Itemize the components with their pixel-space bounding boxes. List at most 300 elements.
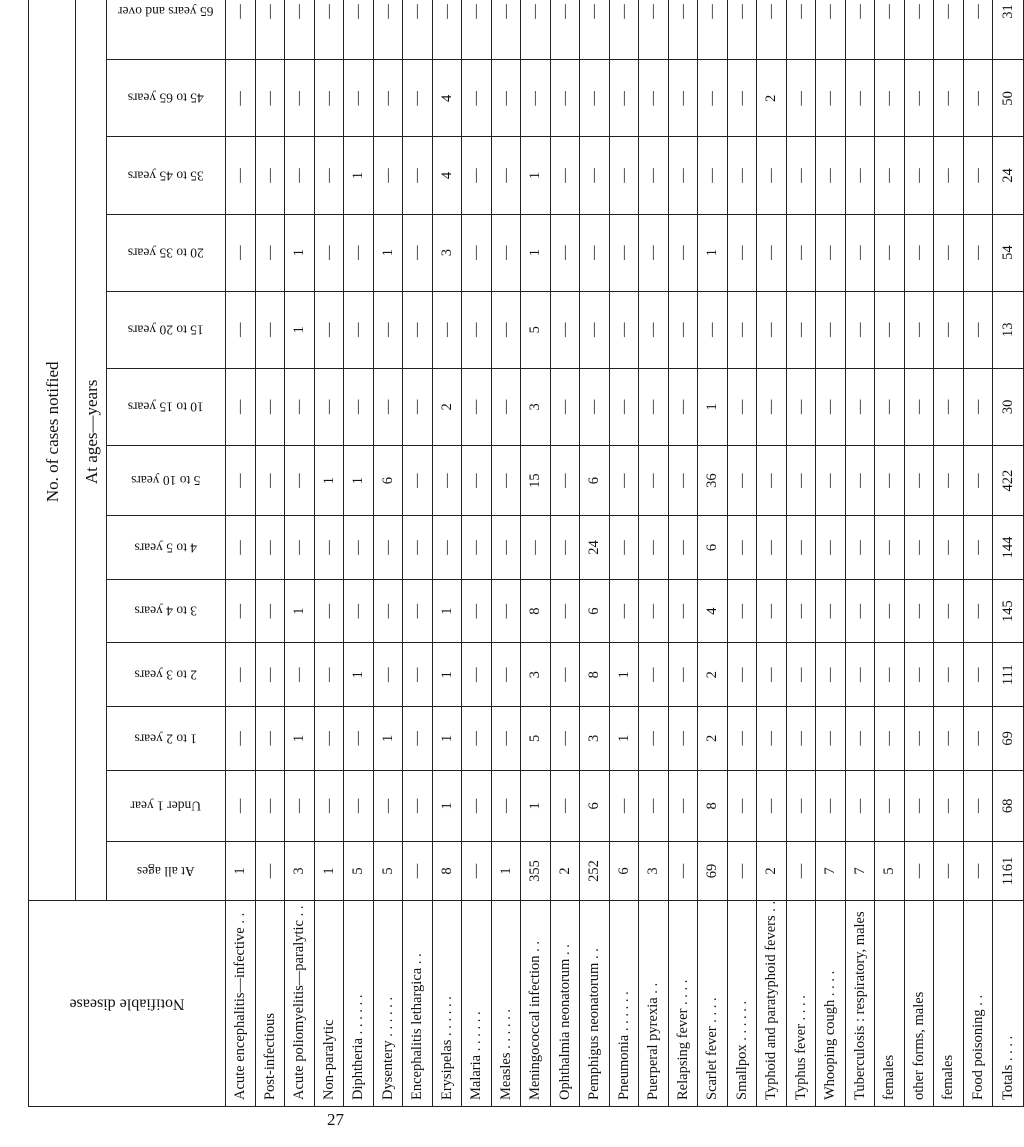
disease-name: Dysentery . . . . . . <box>373 900 403 1106</box>
table-cell: 6 <box>609 842 639 901</box>
table-row <box>344 0 374 1107</box>
table-cell: — <box>845 445 875 515</box>
table-cell: — <box>727 214 757 291</box>
table-cell: — <box>757 516 787 580</box>
table-cell: — <box>816 368 846 445</box>
table-cell: — <box>786 60 816 137</box>
notifiable-disease-header: Notifiable disease <box>29 900 226 1106</box>
table-cell: 6 <box>580 579 610 643</box>
table-body <box>226 0 1024 1107</box>
table-cell: 7 <box>845 842 875 901</box>
table-cell: — <box>462 579 492 643</box>
table-cell: — <box>639 137 669 214</box>
table-cell: — <box>668 579 698 643</box>
table-cell: — <box>550 137 580 214</box>
disease-name: Whooping cough . . . . <box>816 900 846 1106</box>
table-cell: — <box>845 137 875 214</box>
table-row <box>550 0 580 1107</box>
table-cell: — <box>255 707 285 771</box>
table-cell: — <box>875 368 905 445</box>
table-cell: — <box>786 291 816 368</box>
table-cell: — <box>403 368 433 445</box>
table-cell: — <box>786 214 816 291</box>
table-cell: — <box>757 770 787 841</box>
table-cell: — <box>727 842 757 901</box>
table-cell: — <box>727 643 757 707</box>
disease-name: Acute encephalitis—infective . . <box>226 900 256 1106</box>
table-cell: — <box>668 842 698 901</box>
table-cell: — <box>845 579 875 643</box>
table-cell: — <box>639 770 669 841</box>
disease-name: Malaria . . . . . . <box>462 900 492 1106</box>
table-cell: 3 <box>432 214 462 291</box>
table-cell: — <box>668 368 698 445</box>
table-cell: — <box>491 214 521 291</box>
table-cell: — <box>845 707 875 771</box>
table-cell: — <box>757 137 787 214</box>
table-cell: — <box>491 707 521 771</box>
table-cell: — <box>639 445 669 515</box>
table-row <box>491 0 521 1107</box>
disease-name: Acute poliomyelitis—paralytic . . <box>285 900 315 1106</box>
column-header: 5 to 10 years <box>107 445 226 515</box>
table-cell: — <box>934 214 964 291</box>
table-cell: — <box>344 516 374 580</box>
table-cell: — <box>462 445 492 515</box>
table-cell: — <box>668 0 698 60</box>
table-cell: — <box>816 60 846 137</box>
table-cell: — <box>609 368 639 445</box>
table-cell: — <box>285 60 315 137</box>
column-header: 10 to 15 years <box>107 368 226 445</box>
table-cell: — <box>255 770 285 841</box>
table-cell: 1 <box>609 707 639 771</box>
table-cell: 3 <box>285 842 315 901</box>
disease-name: Diphtheria . . . . . . <box>344 900 374 1106</box>
table-cell: — <box>462 0 492 60</box>
table-cell: — <box>403 770 433 841</box>
table-cell: — <box>255 579 285 643</box>
totals-cell: 24 <box>993 137 1024 214</box>
totals-cell: 31 <box>993 0 1024 60</box>
table-cell: — <box>609 0 639 60</box>
table-cell: 2 <box>757 60 787 137</box>
table-cell: — <box>757 445 787 515</box>
table-cell: — <box>462 842 492 901</box>
table-cell: — <box>550 60 580 137</box>
table-cell: 3 <box>580 707 610 771</box>
table-cell: — <box>845 368 875 445</box>
table-row <box>875 0 905 1107</box>
table-row <box>904 0 934 1107</box>
table-cell: — <box>550 445 580 515</box>
table-cell: — <box>845 60 875 137</box>
table-cell: 7 <box>816 842 846 901</box>
table-cell: — <box>255 368 285 445</box>
table-cell: — <box>226 516 256 580</box>
table-cell: — <box>963 445 993 515</box>
table-cell: — <box>550 214 580 291</box>
table-cell: 3 <box>639 842 669 901</box>
table-cell: — <box>373 291 403 368</box>
table-cell: — <box>904 214 934 291</box>
table-cell: — <box>757 0 787 60</box>
table-cell: — <box>816 137 846 214</box>
table-cell: — <box>550 0 580 60</box>
column-header: 3 to 4 years <box>107 579 226 643</box>
table-cell: — <box>904 445 934 515</box>
totals-cell: 30 <box>993 368 1024 445</box>
table-cell: — <box>875 445 905 515</box>
table-cell: — <box>904 707 934 771</box>
table-cell: — <box>668 516 698 580</box>
table-cell: — <box>344 770 374 841</box>
table-cell: — <box>963 579 993 643</box>
table-cell: — <box>639 579 669 643</box>
totals-cell: 422 <box>993 445 1024 515</box>
table-cell: — <box>491 770 521 841</box>
table-row <box>403 0 433 1107</box>
table-cell: — <box>934 445 964 515</box>
disease-name: Food poisoning . . <box>963 900 993 1106</box>
table-cell: — <box>904 0 934 60</box>
totals-label: Totals . . . . <box>993 900 1024 1106</box>
table-cell: — <box>845 516 875 580</box>
table-cell: 1 <box>314 445 344 515</box>
table-row <box>757 0 787 1107</box>
table-cell: — <box>875 0 905 60</box>
table-cell: — <box>314 368 344 445</box>
table-cell: — <box>816 445 846 515</box>
table-cell: — <box>845 770 875 841</box>
table-cell: — <box>963 368 993 445</box>
table-cell: — <box>462 643 492 707</box>
table-cell: — <box>727 0 757 60</box>
table-cell: — <box>580 137 610 214</box>
table-cell: — <box>934 643 964 707</box>
table-cell: — <box>462 291 492 368</box>
table-cell: — <box>432 516 462 580</box>
table-cell: — <box>963 60 993 137</box>
table-cell: 5 <box>875 842 905 901</box>
table-row <box>786 0 816 1107</box>
disease-name: Pneumonia . . . . . . <box>609 900 639 1106</box>
table-cell: — <box>757 643 787 707</box>
table-cell: — <box>255 291 285 368</box>
table-cell: — <box>609 516 639 580</box>
table-cell: — <box>963 0 993 60</box>
table-cell: — <box>403 445 433 515</box>
table-cell: — <box>314 516 344 580</box>
table-cell: 252 <box>580 842 610 901</box>
table-cell: 3 <box>521 368 551 445</box>
table-cell: — <box>963 770 993 841</box>
table-cell: 3 <box>521 643 551 707</box>
table-cell: — <box>875 643 905 707</box>
table-cell: — <box>904 579 934 643</box>
table-cell: — <box>609 60 639 137</box>
table-cell: — <box>344 0 374 60</box>
table-cell: — <box>934 137 964 214</box>
table-cell: — <box>255 137 285 214</box>
table-cell: — <box>786 770 816 841</box>
table-row <box>521 0 551 1107</box>
page-number: 27 <box>327 1110 344 1129</box>
table-cell: — <box>285 643 315 707</box>
table-cell: 8 <box>521 579 551 643</box>
table-cell: — <box>786 137 816 214</box>
totals-row <box>993 0 1024 1107</box>
table-cell: — <box>462 137 492 214</box>
table-cell: — <box>934 516 964 580</box>
table-cell: 1 <box>521 214 551 291</box>
table-cell: 2 <box>698 643 728 707</box>
table-cell: — <box>609 137 639 214</box>
table-cell: 2 <box>698 707 728 771</box>
table-cell: — <box>639 643 669 707</box>
table-cell: — <box>904 291 934 368</box>
table-cell: — <box>344 368 374 445</box>
table-cell: — <box>344 291 374 368</box>
table-cell: — <box>462 516 492 580</box>
table-cell: 5 <box>521 707 551 771</box>
table-cell: — <box>727 579 757 643</box>
table-row <box>668 0 698 1107</box>
table-cell: — <box>816 579 846 643</box>
table-cell: 1 <box>432 579 462 643</box>
table-cell: — <box>432 291 462 368</box>
table-cell: — <box>727 368 757 445</box>
table-cell: 4 <box>432 60 462 137</box>
table-row <box>609 0 639 1107</box>
table-cell: — <box>462 707 492 771</box>
table-cell: — <box>963 137 993 214</box>
disease-name: Post-infectious <box>255 900 285 1106</box>
table-cell: — <box>934 60 964 137</box>
table-cell: — <box>314 707 344 771</box>
table-cell: — <box>550 291 580 368</box>
table-cell: — <box>904 643 934 707</box>
table-cell: — <box>226 707 256 771</box>
table-cell: — <box>934 842 964 901</box>
totals-cell: 144 <box>993 516 1024 580</box>
table-cell: 1 <box>521 770 551 841</box>
column-header: At all ages <box>107 842 226 901</box>
disease-name: Pemphigus neonatorum . . <box>580 900 610 1106</box>
table-cell: — <box>403 579 433 643</box>
table-cell: 1 <box>226 842 256 901</box>
table-cell: — <box>491 445 521 515</box>
table-cell: — <box>904 60 934 137</box>
table-cell: — <box>550 368 580 445</box>
table-cell: — <box>668 770 698 841</box>
table-cell: — <box>904 842 934 901</box>
table-cell: — <box>226 137 256 214</box>
table-cell: — <box>934 0 964 60</box>
table-cell: — <box>698 60 728 137</box>
table-cell: — <box>491 368 521 445</box>
table-cell: — <box>580 368 610 445</box>
table-cell: 2 <box>757 842 787 901</box>
table-cell: — <box>285 770 315 841</box>
table-cell: — <box>875 291 905 368</box>
table-row <box>226 0 256 1107</box>
table-cell: — <box>491 516 521 580</box>
table-cell: — <box>462 60 492 137</box>
table-cell: — <box>698 291 728 368</box>
disease-name: Encephalitis lethargica . . <box>403 900 433 1106</box>
table-cell: — <box>226 643 256 707</box>
table-cell: — <box>727 707 757 771</box>
table-cell: — <box>727 60 757 137</box>
table-row <box>816 0 846 1107</box>
table-cell: — <box>580 214 610 291</box>
disease-name: Measles . . . . . . <box>491 900 521 1106</box>
column-header: 4 to 5 years <box>107 516 226 580</box>
table-cell: — <box>432 0 462 60</box>
table-cell: — <box>875 770 905 841</box>
table-cell: 2 <box>432 368 462 445</box>
disease-name: Ophthalmia neonatorum . . <box>550 900 580 1106</box>
table-cell: — <box>934 368 964 445</box>
totals-cell: 50 <box>993 60 1024 137</box>
table-cell: — <box>934 770 964 841</box>
totals-cell: 111 <box>993 643 1024 707</box>
table-cell: 6 <box>580 770 610 841</box>
totals-cell: 145 <box>993 579 1024 643</box>
table-row <box>698 0 728 1107</box>
table-cell: — <box>845 291 875 368</box>
table-cell: — <box>639 60 669 137</box>
table-cell: — <box>226 0 256 60</box>
table-cell: — <box>344 60 374 137</box>
table-cell: — <box>757 214 787 291</box>
table-row <box>580 0 610 1107</box>
table-cell: — <box>816 707 846 771</box>
table-cell: — <box>727 516 757 580</box>
table-cell: — <box>432 445 462 515</box>
table-cell: — <box>226 579 256 643</box>
table-cell: 5 <box>344 842 374 901</box>
table-cell: — <box>934 291 964 368</box>
table-cell: — <box>226 214 256 291</box>
table-cell: 8 <box>580 643 610 707</box>
table-cell: — <box>609 579 639 643</box>
table-cell: — <box>255 0 285 60</box>
table-cell: — <box>314 770 344 841</box>
table-cell: — <box>550 643 580 707</box>
table-cell: — <box>491 643 521 707</box>
table-cell: — <box>403 214 433 291</box>
table-row <box>963 0 993 1107</box>
table-cell: — <box>609 214 639 291</box>
table-cell: — <box>462 214 492 291</box>
disease-name: females <box>934 900 964 1106</box>
table-cell: — <box>314 291 344 368</box>
table-cell: — <box>521 516 551 580</box>
table-cell: — <box>521 0 551 60</box>
table-cell: — <box>668 643 698 707</box>
totals-cell: 68 <box>993 770 1024 841</box>
table-cell: — <box>786 643 816 707</box>
table-cell: 1 <box>314 842 344 901</box>
table-cell: — <box>491 0 521 60</box>
table-cell: 2 <box>550 842 580 901</box>
table-cell: — <box>816 214 846 291</box>
table-row <box>432 0 462 1107</box>
table-cell: — <box>344 214 374 291</box>
disease-name: Tuberculosis : respiratory, males <box>845 900 875 1106</box>
table-cell: — <box>462 368 492 445</box>
table-cell: — <box>226 291 256 368</box>
table-row <box>373 0 403 1107</box>
table-cell: — <box>403 60 433 137</box>
table-cell: 1 <box>373 707 403 771</box>
table-cell: — <box>698 0 728 60</box>
disease-name: Scarlet fever . . . . <box>698 900 728 1106</box>
table-row <box>314 0 344 1107</box>
table-cell: — <box>963 707 993 771</box>
table-cell: — <box>285 0 315 60</box>
table-cell: — <box>963 643 993 707</box>
totals-cell: 54 <box>993 214 1024 291</box>
column-header: 45 to 65 years <box>107 60 226 137</box>
table-cell: — <box>786 445 816 515</box>
table-cell: 1 <box>432 770 462 841</box>
column-header: 65 years and over <box>107 0 226 60</box>
table-cell: 1 <box>432 707 462 771</box>
table-cell: — <box>255 214 285 291</box>
table-cell: — <box>639 214 669 291</box>
table-cell: — <box>550 579 580 643</box>
column-header: 2 to 3 years <box>107 643 226 707</box>
table-cell: — <box>816 0 846 60</box>
column-header: 35 to 45 years <box>107 137 226 214</box>
disease-name: Relapsing fever . . . . <box>668 900 698 1106</box>
table-cell: — <box>550 770 580 841</box>
table-cell: 1 <box>285 291 315 368</box>
table-cell: — <box>668 291 698 368</box>
table-cell: 1 <box>373 214 403 291</box>
at-ages-header: At ages—years <box>76 0 107 900</box>
table-cell: 1 <box>698 214 728 291</box>
table-row <box>255 0 285 1107</box>
table-cell: — <box>285 137 315 214</box>
column-header: 1 to 2 years <box>107 707 226 771</box>
column-header: 20 to 35 years <box>107 214 226 291</box>
table-cell: 1 <box>609 643 639 707</box>
table-cell: — <box>845 214 875 291</box>
table-cell: 6 <box>698 516 728 580</box>
table-cell: — <box>255 445 285 515</box>
table-cell: 1 <box>285 707 315 771</box>
table-cell: 1 <box>432 643 462 707</box>
table-cell: — <box>373 368 403 445</box>
table-cell: — <box>963 842 993 901</box>
table-cell: — <box>875 60 905 137</box>
table-cell: — <box>403 137 433 214</box>
table-cell: — <box>698 137 728 214</box>
totals-cell: 1161 <box>993 842 1024 901</box>
table-cell: — <box>373 60 403 137</box>
table-cell: 1 <box>344 445 374 515</box>
table-cell: 15 <box>521 445 551 515</box>
table-cell: — <box>373 0 403 60</box>
table-cell: — <box>314 214 344 291</box>
table-cell: — <box>786 842 816 901</box>
table-cell: 8 <box>698 770 728 841</box>
table-cell: — <box>904 770 934 841</box>
